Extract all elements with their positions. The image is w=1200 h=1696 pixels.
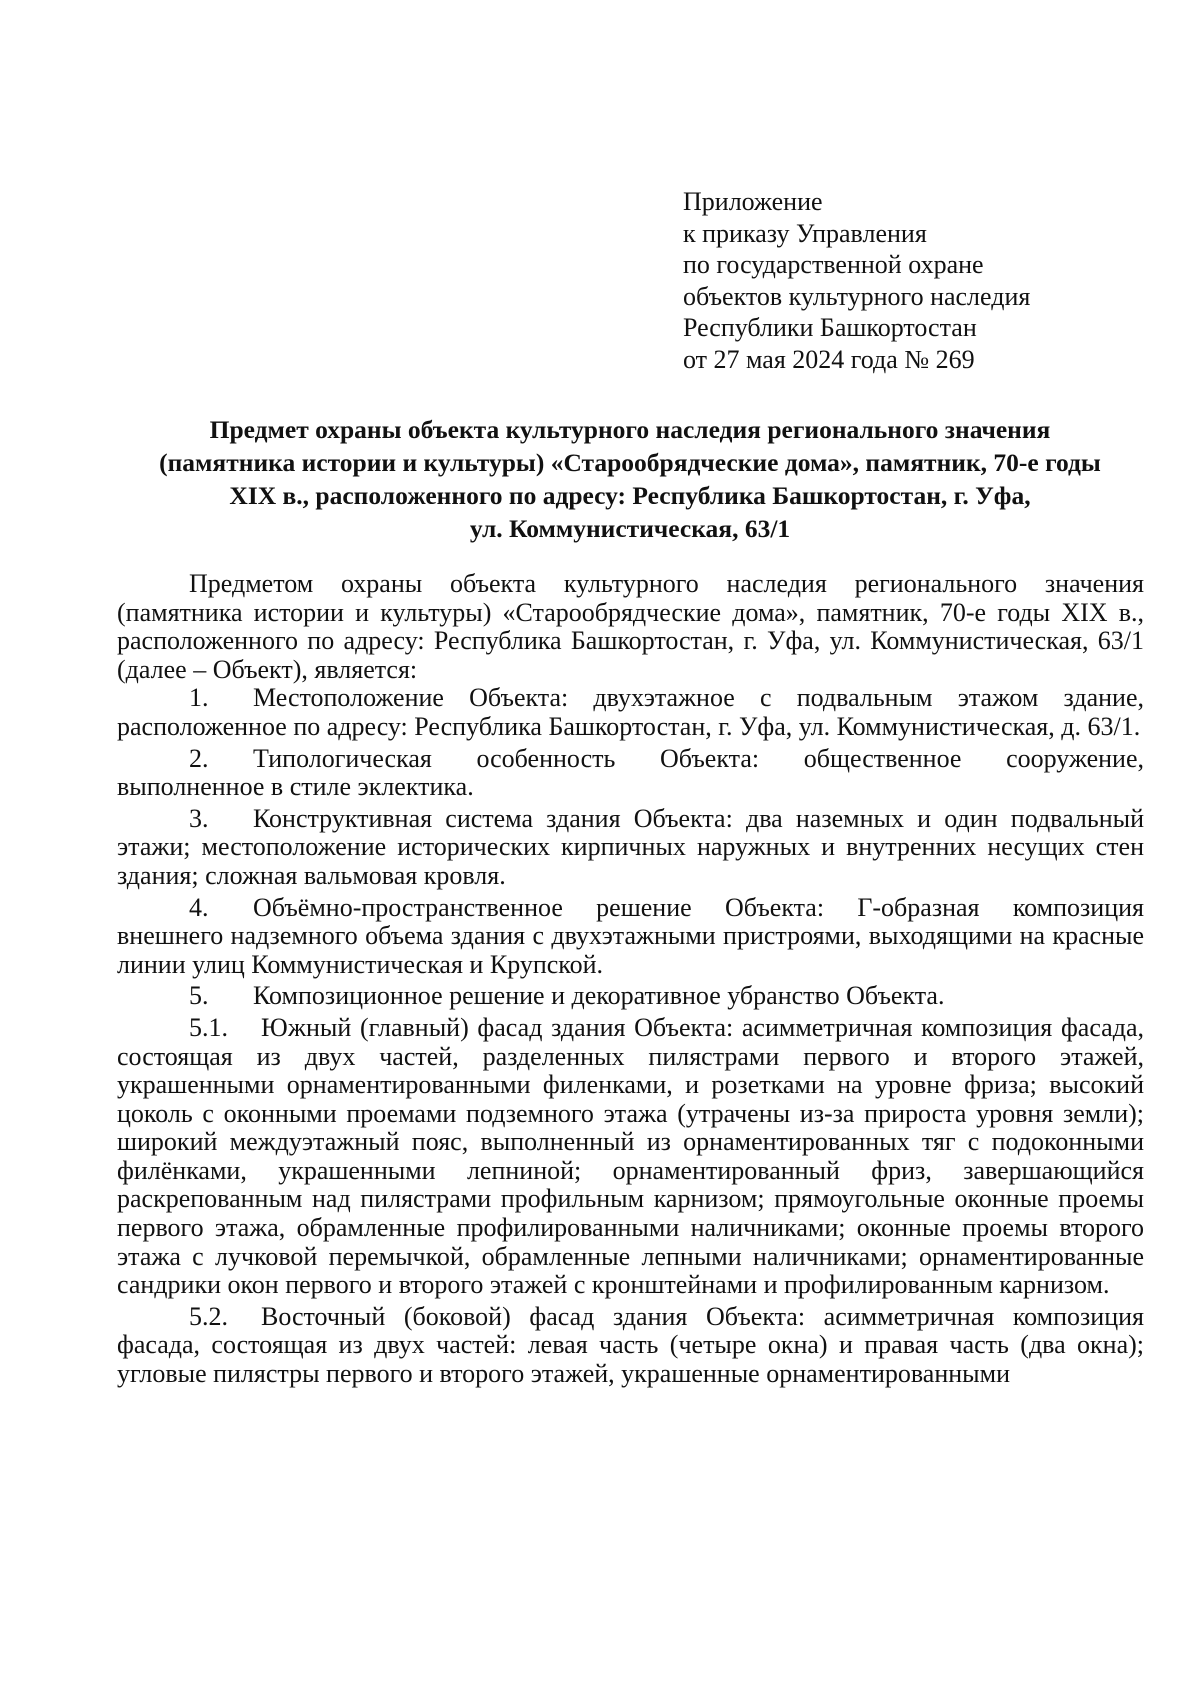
item-number: 5.: [189, 981, 209, 1011]
appendix-block: [683, 186, 1143, 375]
document-title: [110, 413, 1150, 545]
document-body: [117, 570, 1144, 1389]
appendix-line: от 27 мая 2024 года № 269: [683, 344, 975, 374]
item-number: 3.: [189, 803, 209, 833]
item-text: Местоположение Объекта: двухэтажное с подвальным этажом здание, расположенное по адресу: Республика Башкортостан, г. Уфа, ул. Коммунистическая, д. 63/1.: [117, 683, 1144, 741]
item-text: Композиционное решение и декоративное убранство Объекта.: [253, 981, 945, 1011]
list-item: [117, 894, 1144, 980]
title-line: Предмет охраны объекта культурного наследия регионального значения: [209, 415, 1051, 444]
item-number: 5.1.: [189, 1012, 228, 1042]
item-number: 4.: [189, 892, 209, 922]
title-line: (памятника истории и культуры) «Старообрядческие дома», памятник, 70-е годы: [159, 448, 1101, 477]
appendix-line: по государственной охране: [683, 250, 984, 279]
item-number: 5.2.: [189, 1301, 228, 1331]
appendix-line: объектов культурного наследия: [683, 281, 1031, 311]
intro-paragraph: Предметом охраны объекта культурного наследия регионального значения (памятника истории и культуры) «Старообрядческие дома», памятник, 70-е годы XIX в., расположенного по адресу: Республика Башкортостан, г. Уфа, ул. Коммунистическая, 63/1 (далее – Объект), является:: [117, 569, 1144, 684]
list-item: [117, 745, 1144, 802]
item-text: Типологическая особенность Объекта: общественное сооружение, выполненное в стиле эклектика.: [117, 743, 1144, 802]
item-text: Южный (главный) фасад здания Объекта: асимметричная композиция фасада, состоящая из двух частей, разделенных пилястрами первого и второго этажей, украшенными орнаментированными филенками, и розетками на уровне фриза; высокий цоколь с оконными проемами подземного этажа (утрачены из-за прироста уровня земли); широкий междуэтажный пояс, выполненный из орнаментированных тяг с подоконными филёнками, украшенными лепниной; орнаментированный фриз, завершающийся раскрепованным над пилястрами профильным карнизом; прямоугольные оконные проемы первого этажа, обрамленные профилированными наличниками; оконные проемы второго этажа с лучковой перемычкой, обрамленные лепными наличниками; орнаментированные сандрики окон первого и второго этажей с кронштейнами и профилированным карнизом.: [117, 1012, 1144, 1300]
list-item: [117, 982, 1144, 1011]
appendix-line: к приказу Управления: [683, 218, 927, 248]
item-text: Объёмно-пространственное решение Объекта: Г-образная композиция внешнего надземного объема здания с двухэтажными пристроями, выходящими на красные линии улиц Коммунистическая и Крупской.: [117, 892, 1144, 979]
item-text: Восточный (боковой) фасад здания Объекта: асимметричная композиция фасада, состоящая из двух частей: левая часть (четыре окна) и правая часть (два окна); угловые пилястры первого и второго этажей, украшенные орнаментированными: [117, 1301, 1144, 1389]
list-item: [117, 1014, 1144, 1300]
item-text: Конструктивная система здания Объекта: два наземных и один подвальный этажи; местоположение исторических кирпичных наружных и внутренних несущих стен здания; сложная вальмовая кровля.: [117, 803, 1144, 890]
appendix-line: Республики Башкортостан: [683, 313, 977, 342]
item-number: 1.: [189, 683, 209, 713]
appendix-line: Приложение: [683, 187, 823, 216]
item-number: 2.: [189, 743, 209, 773]
title-line: XIX в., расположенного по адресу: Республика Башкортостан, г. Уфа,: [229, 481, 1031, 510]
title-line: ул. Коммунистическая, 63/1: [469, 514, 791, 543]
list-item: [117, 1303, 1144, 1389]
list-item: [117, 684, 1144, 741]
list-item: [117, 805, 1144, 891]
